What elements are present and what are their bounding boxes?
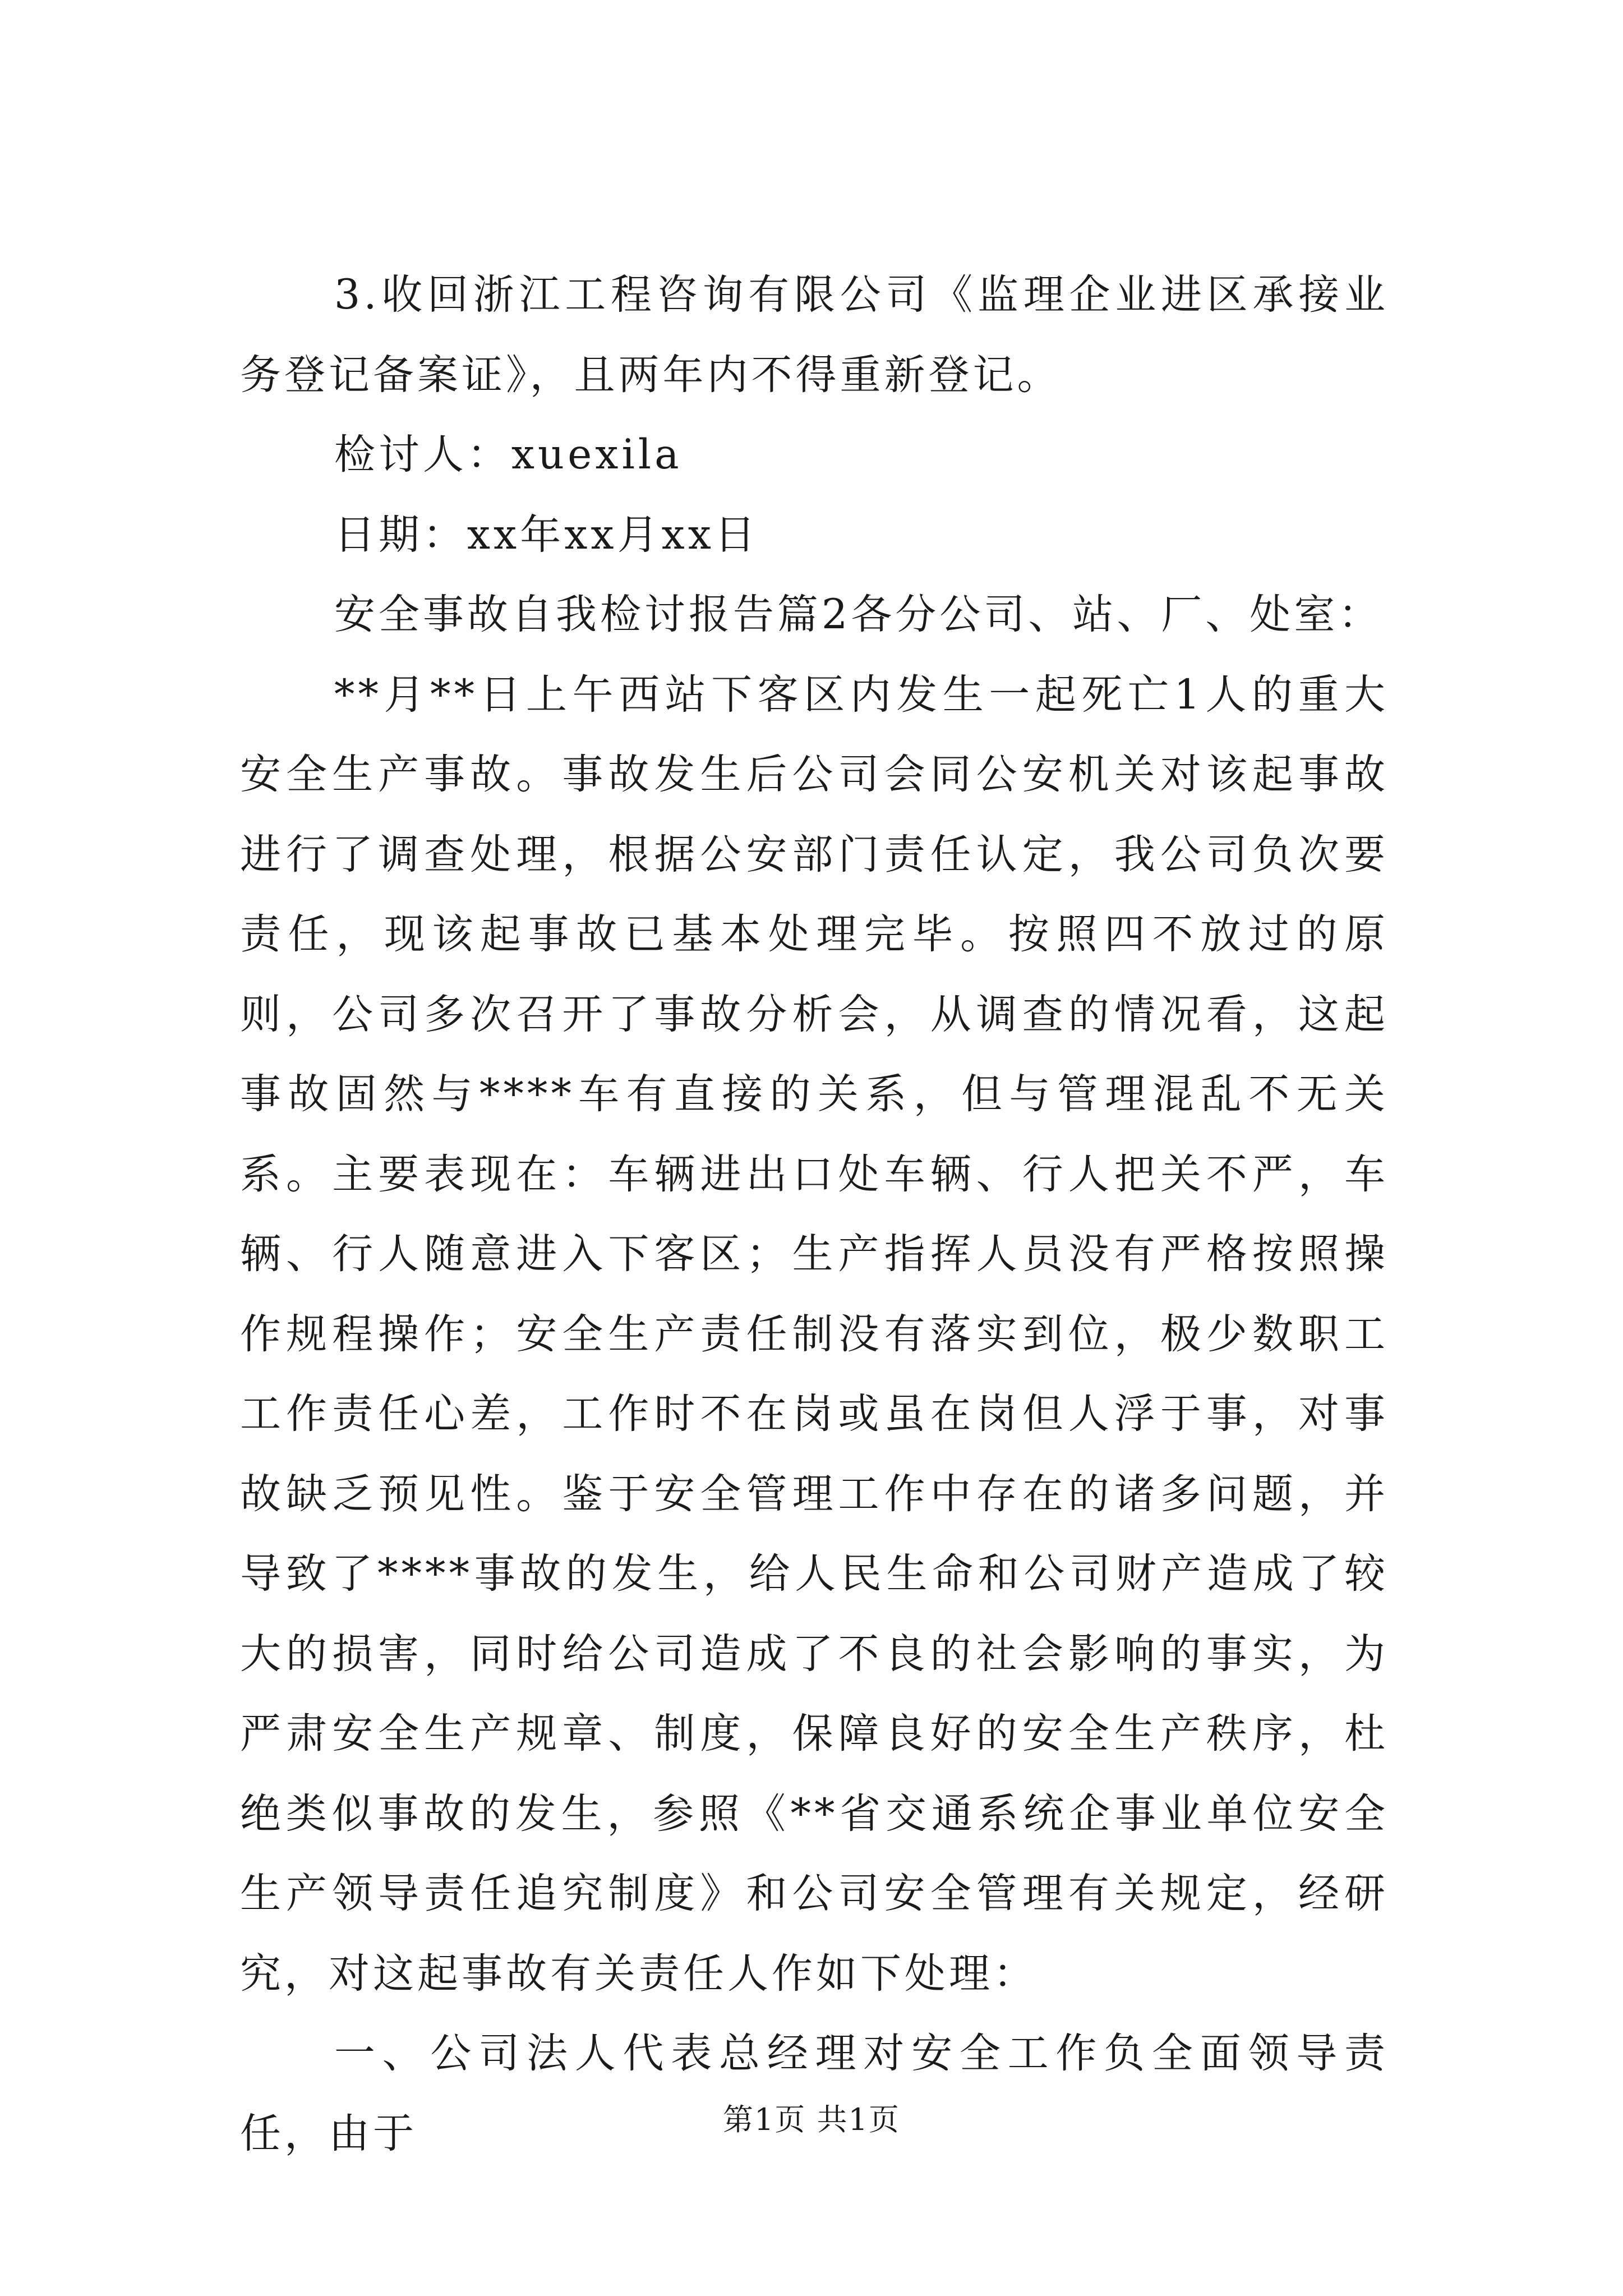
paragraph-item-3-revoke-certificate: 3.收回浙江工程咨询有限公司《监理企业进区承接业务登记备案证》，且两年内不得重新登记。 (240, 271, 1389, 399)
report-heading-line: 安全事故自我检讨报告篇2各分公司、站、厂、处室： (334, 591, 1383, 638)
paragraph-item-1-legal-representative: 一、公司法人代表总经理对安全工作负全面领导责任，由于 (240, 2030, 1389, 2157)
date-line: 日期：xx年xx月xx日 (334, 510, 759, 559)
page-footer: 第1页 共1页 (723, 2102, 900, 2137)
reviewer-line: 检讨人：xuexila (334, 431, 683, 478)
document-body (240, 255, 1389, 2174)
accident-description-paragraph: **月**日上午西站下客区内发生一起死亡1人的重大安全生产事故。事故发生后公司会同公安机关对该起事故进行了调查处理，根据公安部门责任认定，我公司负次要责任，现该起事故已基本处理完毕。按照四不放过的原则，公司多次召开了事故分析会，从调查的情况看，这起事故固然与****车有直接的关系，但与管理混乱不无关系。主要表现在：车辆进出口处车辆、行人把关不严，车辆、行人随意进入下客区；生产指挥人员没有严格按照操作规程操作；安全生产责任制没有落实到位，极少数职工工作责任心差，工作时不在岗或虽在岗但人浮于事，对事故缺乏预见性。鉴于安全管理工作中存在的诸多问题，并导致了****事故的发生，给人民生命和公司财产造成了较大的损害，同时给公司造成了不良的社会影响的事实，为严肃安全生产规章、制度，保障良好的安全生产秩序，杜绝类似事故的发生，参照《**省交通系统企事业单位安全生产领导责任追究制度》和公司安全管理有关规定，经研究，对这起事故有关责任人作如下处理： (240, 670, 1389, 1998)
